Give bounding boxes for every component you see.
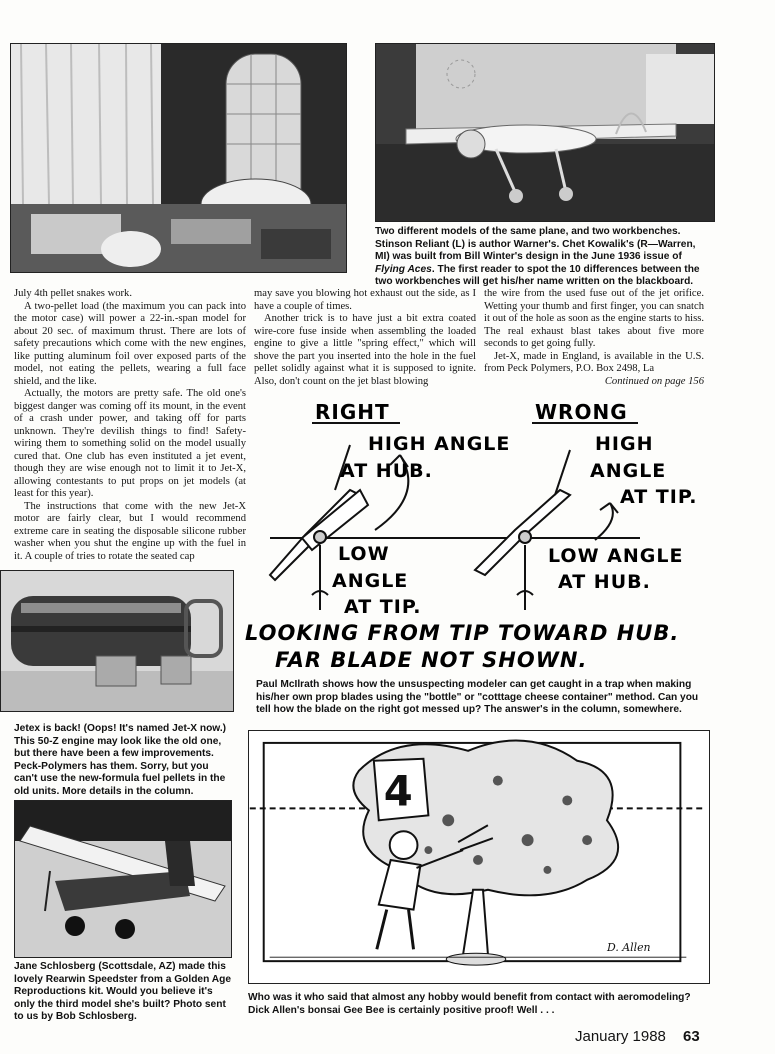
cartoon-tail-number: 4 (383, 766, 413, 816)
rearwin-photo (14, 800, 232, 958)
jetx-engine-photo (0, 570, 234, 712)
jetx-caption: Jetex is back! (Oops! It's named Jet-X now.) This 50-Z engine may look like the old one, but there have been a few improvements. Peck-Polymers has them. Sorry, but you can't use the new-formula fuel pellets in the old units. More details in the column. (14, 723, 227, 797)
diagram-wrong-title: WRONG (535, 400, 628, 424)
col1-paragraph: The instructions that come with the new Jet-X motor are fairly clear, but I would recommend extreme care in seating the disposable silicone rubber washer when you shut the engine up with the fuel in it. A couple of tries to rotate the seated cap (14, 500, 246, 562)
jetx-engine-photo-icon (1, 571, 233, 711)
bonsai-gee-bee-cartoon-icon (249, 731, 707, 981)
diagram-right-title: RIGHT (315, 400, 390, 424)
col2-paragraph: may save you blowing hot exhaust out the side, as I have a couple of times. (254, 288, 476, 312)
right-label-low-3: AT TIP. (344, 596, 422, 618)
col3-paragraph: Jet-X, made in England, is available in the U.S. from Peck Polymers, P.O. Box 2498, La (484, 350, 704, 374)
stinson-caption: Two different models of the same plane, and two workbenches. Stinson Reliant (L) is author Warner's. Chet Kowalik's (R—Warren, MI) was built from Bill Winter's design in the June 1936 issue of Flying Aces. The first reader to spot the 10 differences between the two workbenches will get his/her name written on the blackboard. (375, 226, 700, 288)
rearwin-caption: Jane Schlosberg (Scottsdale, AZ) made this lovely Rearwin Speedster from a Golden Age Reproductions kit. Would you believe it's only the third model she's built? Photo sent to us by Bob Schlosberg. (14, 961, 232, 1023)
col1-paragraph: A two-pellet load (the maximum you can pack into the motor case) will power a 22-in.-span model for about 20 sec. of maximum thrust. There are lots of safety precautions which come with the new engines, like putting aluminum foil over exposed parts of the model, not eating the pellets, wearing a full face shield, and the like. (14, 300, 246, 387)
col3-paragraph: the wire from the used fuse out of the jet orifice. Wetting your thumb and first finger, you can snatch it out of the hole as soon as the engine starts to hiss. The real exhaust blast takes about five more seconds to get going fully. (484, 288, 704, 349)
diagram-footer-2: FAR BLADE NOT SHOWN. (275, 648, 588, 672)
right-label-low-2: ANGLE (332, 570, 409, 592)
wrong-label-high-2: ANGLE (590, 460, 667, 482)
col1-paragraph: Actually, the motors are pretty safe. The old one's biggest danger was coming off its mount, in the event of a crash under power, and taking off for parts unknown. They're devilish things to find! Safety-wiring them to something solid on the model usually cured that. One club has even instituted a jet event, though they are wise enough not to limit it to Jet-X, allowing contestants to put props on jet models (at least for this year). (14, 388, 246, 499)
cartoon-caption: Who was it who said that almost any hobby would benefit from contact with aeromodeling? Dick Allen's bonsai Gee Bee is certainly positive proof! Well . . . (248, 992, 691, 1016)
workbench-photo-right (375, 43, 715, 222)
wrong-label-low-1: LOW ANGLE (548, 545, 684, 567)
cartoon-signature: D. Allen (606, 941, 651, 955)
wrong-label-high-3: AT TIP. (620, 486, 698, 508)
prop-diagram (240, 395, 720, 675)
col2-paragraph: Another trick is to have just a bit extra coated wire-core fuse inside when assembling the loaded engine to give a little "spring effect," which will shove the part you inserted into the hole in the fuel pellet solidly against what it is supposed to ignite. Also, don't count on the jet blast blowing (254, 313, 476, 387)
diagram-footer-1: LOOKING FROM TIP TOWARD HUB. (245, 621, 680, 645)
right-label-low-1: LOW (338, 543, 390, 565)
stinson-caption-magazine: Flying Aces (375, 263, 432, 275)
page-number: 63 (683, 1028, 700, 1045)
workbench-photo-icon (11, 44, 346, 272)
wrong-label-low-2: AT HUB. (558, 571, 651, 593)
issue-date: January 1988 (575, 1028, 666, 1045)
article-column-3 (484, 288, 704, 388)
continued-link[interactable]: Continued on page 156 (604, 375, 704, 387)
col1-paragraph: July 4th pellet snakes work. (14, 288, 132, 299)
prop-caption: Paul McIlrath shows how the unsuspecting modeler can get caught in a trap when making his/her own prop blades using the "bottle" or "cotttage cheese container" method. Can you tell how the blade on the right got messed up? The answer's in the column, somewhere. (256, 679, 699, 716)
bonsai-cartoon (248, 730, 710, 984)
right-label-high-1: HIGH ANGLE (368, 433, 511, 455)
prop-blade-diagram-icon (240, 395, 720, 675)
rearwin-model-photo-icon (15, 801, 231, 957)
right-label-high-2: AT HUB. (340, 460, 433, 482)
wrong-label-high-1: HIGH (595, 433, 654, 455)
article-column-1 (14, 288, 246, 563)
workbench-photo-left (10, 43, 347, 273)
article-column-2 (254, 288, 476, 388)
stinson-model-photo-icon (376, 44, 714, 221)
